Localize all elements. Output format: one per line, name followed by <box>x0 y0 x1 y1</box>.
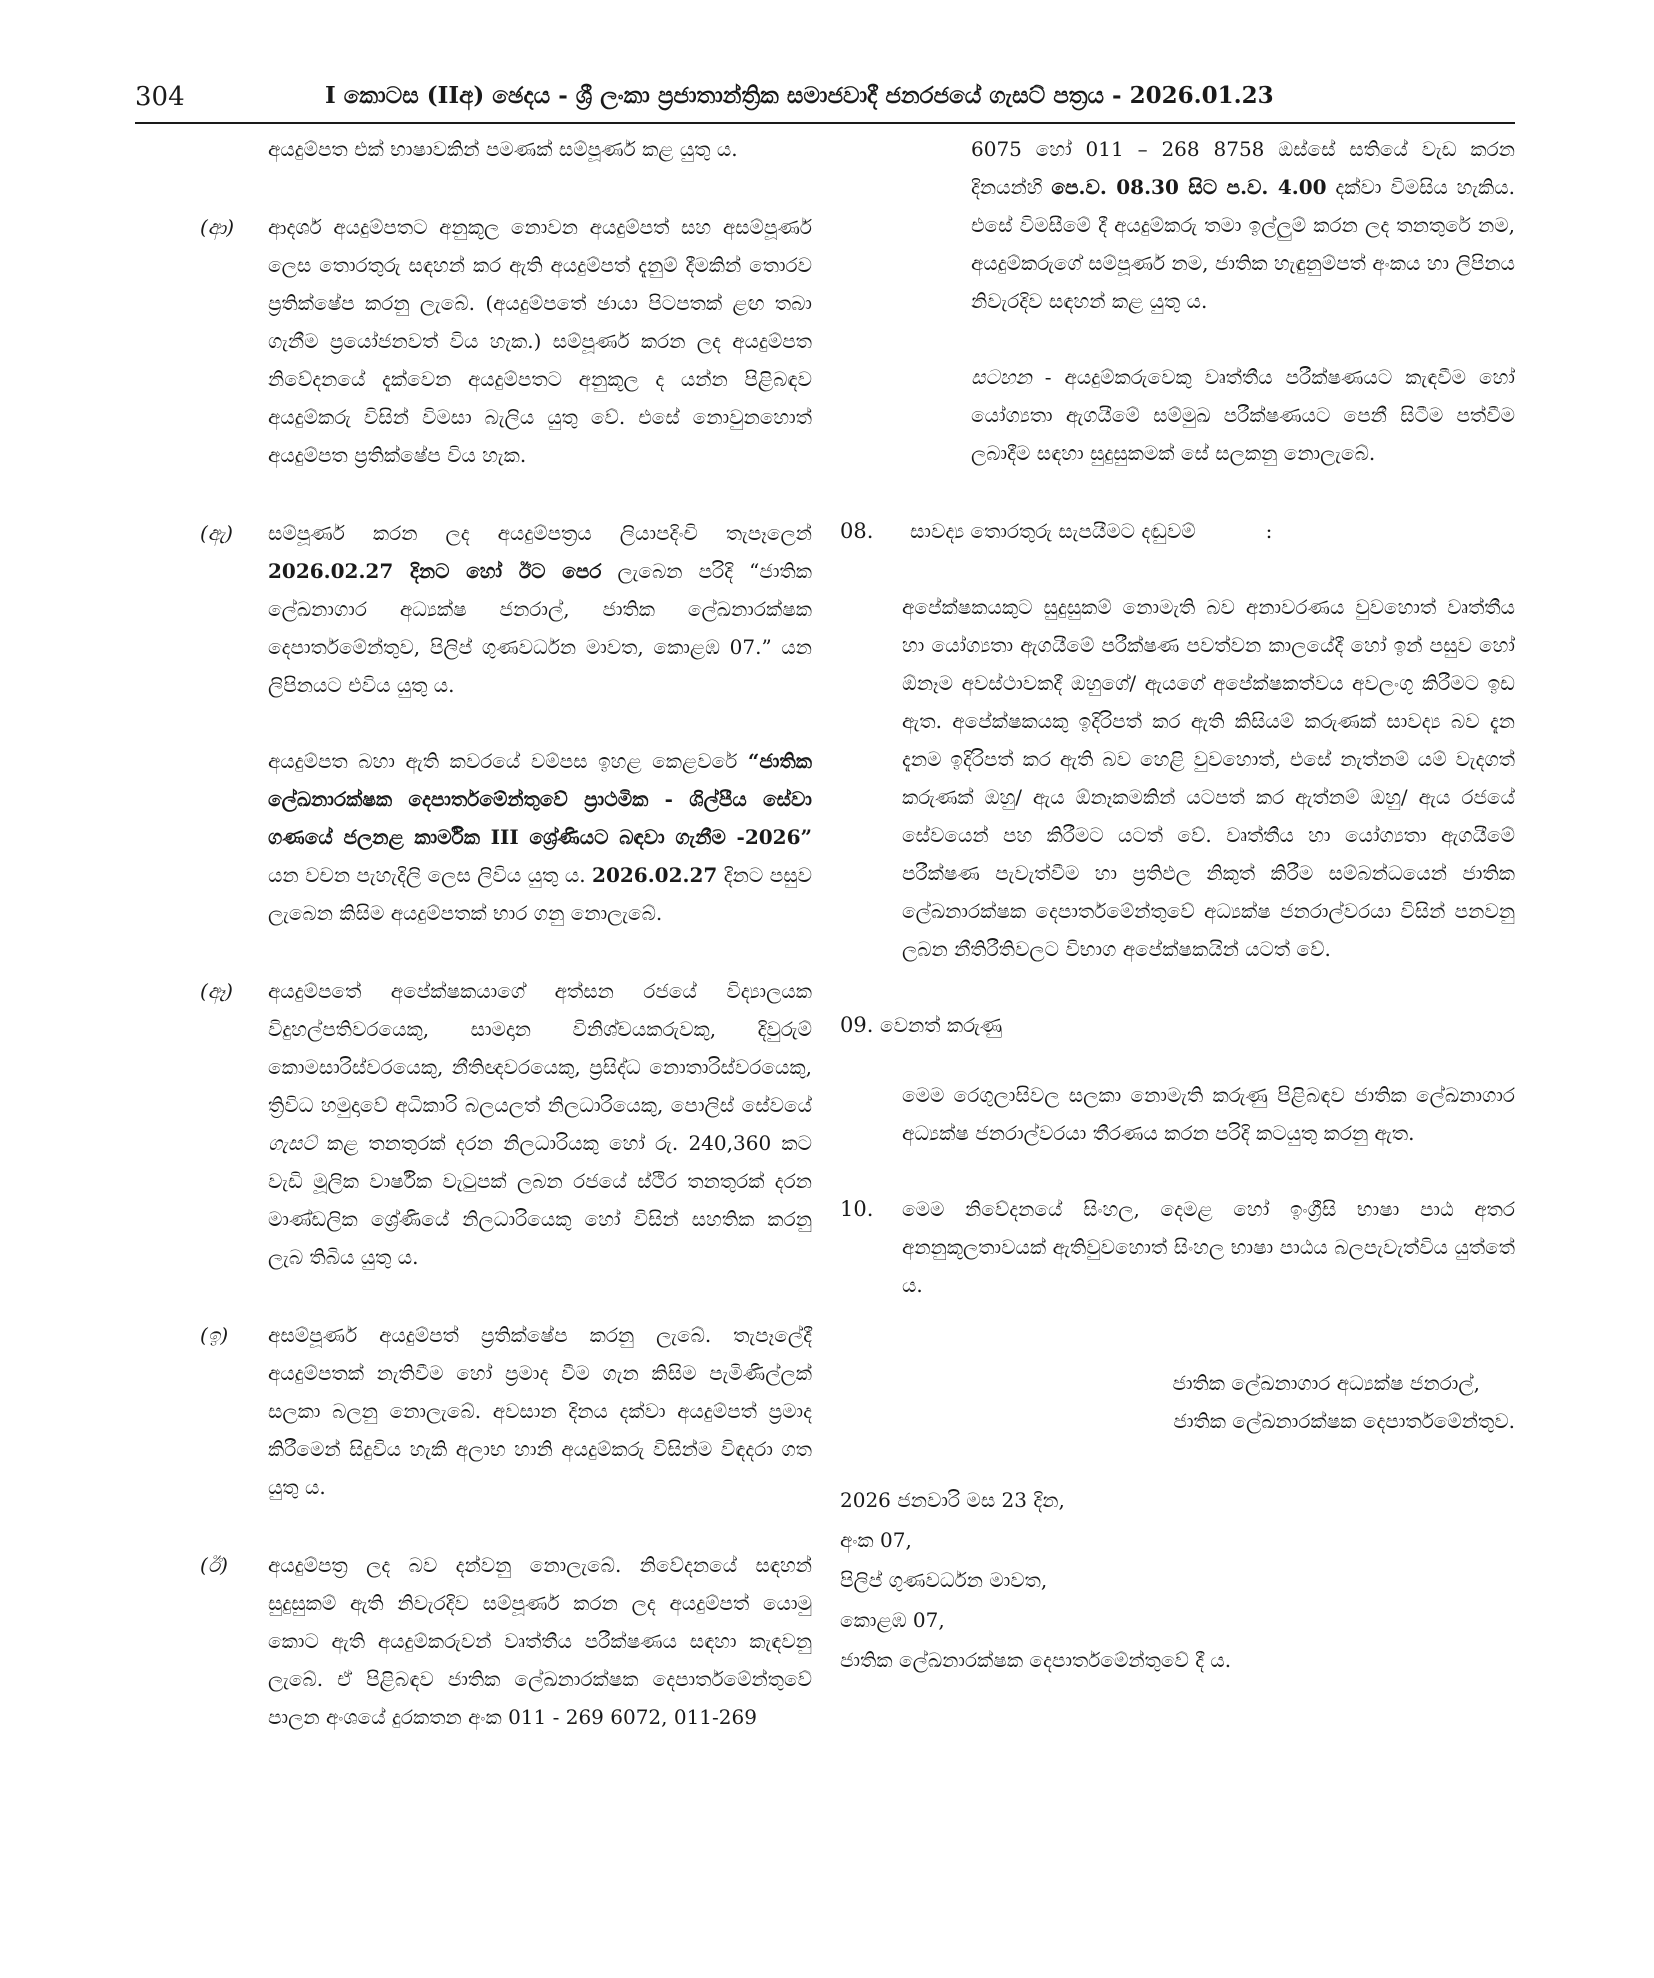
clause-ee-text: අයදුම්පත්‍ර ලද බව දන්වනු නොලැබේ. නිවේදනයේ සඳහන් සුදුසුකම් ඇති නිවැරදිව සම්පූර්ණ කරන ලද අයදුම්පත් යොමු කොට ඇති අයදුම්කරුවන් වෘත්තීය පරීක්ෂණය සඳහා කැඳවනු ලැබේ. ඒ පිළිබඳව ජාතික ලේඛනාරක්ෂක දෙපාර්තමේන්තුවේ පාලන අංශයේ දුරකතන අංක 011 - 269 6072, 011-269 <box>268 1553 812 1729</box>
envelope-text-b: යන වචන පැහැදිලි ලෙස ලිවිය යුතු ය. <box>268 863 593 887</box>
section-08-heading <box>840 512 1515 550</box>
intro-text: අයදුම්පත එක් භාෂාවකින් පමණක් සම්පූර්ණ කළ යුතු ය. <box>268 137 738 161</box>
section-10 <box>840 1190 1515 1304</box>
note-paragraph <box>971 358 1515 472</box>
section-08-colon: : <box>1265 519 1273 543</box>
section-10-text: මෙම නිවේදනයේ සිංහල, දෙමළ හෝ ඉංග්‍රීසි භාෂා පාඨ අතර අනනුකූලතාවයක් ඇතිවුවහොත් සිංහල භාෂා පාඨය බලපැවැත්විය යුත්තේ ය. <box>902 1197 1515 1297</box>
clause-e <box>200 1316 812 1506</box>
envelope-title: “ජාතික ලේඛනාරක්ෂක දෙපාර්තමේන්තුවේ ප්‍රාථමික - ශිල්පීය සේවා ගණයේ ජලනළ කාර්මික III ශ්‍රේණියට බඳවා ගැනීම -2026” <box>268 749 812 849</box>
clause-aa-label: (ආ) <box>200 215 235 239</box>
deadline-date: 2026.02.27 දිනට හෝ ඊට පෙර <box>268 559 602 583</box>
right-column <box>840 130 1515 1680</box>
signature-line-1: ජාතික ලේඛනාගාර අධ්‍යක්ෂ ජනරාල්, <box>1172 1371 1480 1395</box>
continued-text-a: 6075 හෝ 011 – 268 8758 ඔස්සේ සතියේ වැඩ කරන දිනයන්හි <box>971 137 1515 199</box>
office-hours: පෙ.ව. 08.30 සිට ප.ව. 4.00 <box>1051 175 1327 199</box>
page-number: 304 <box>135 82 185 112</box>
envelope-text-a: අයදුම්පත බහා ඇති කවරයේ වම්පස ඉහළ කෙළවරේ <box>268 749 748 773</box>
address-line-1: අංක 07, <box>840 1528 912 1552</box>
clause-ae-text-a: සම්පූර්ණ කරන ලද අයදුම්පත්‍රය ලියාපදිංචි තැපෑලෙන් <box>268 521 812 545</box>
clause-ae2 <box>200 972 812 1276</box>
gazette-title: I කොටස (IIඅ) ඡෙදය - ශ්‍රී ලංකා ප්‍රජාතාන්ත්‍රික සමාජවාදී ජනරජයේ ගැසට් පත්‍රය - 2026.01.23 <box>325 82 1274 109</box>
clause-aa-text: ආදර්ශ අයදුම්පතට අනුකූල නොවන අයදුම්පත් සහ අසම්පූර්ණ ලෙස තොරතුරු සඳහන් කර ඇති අයදුම්පත් දැනුම් දීමකින් තොරව ප්‍රතික්ෂේප කරනු ලැබේ. (අයදුම්පතේ ඡායා පිටපතක් ළඟ තබා ගැනීම ප්‍රයෝජනවත් විය හැක.) සම්පූර්ණ කරන ලද අයදුම්පත නිවේදනයේ දැක්වෙන අයදුම්පතට අනුකූල ද යන්න පිළිබඳව අයදුම්කරු විසින් විමසා බැලිය යුතු වේ. එසේ නොවුනහොත් අයදුම්පත ප්‍රතික්ෂේප විය හැක. <box>268 215 812 467</box>
note-body: - අයදුම්කරුවෙකු වෘත්තීය පරීක්ෂණයට කැඳවීම හෝ යෝග්‍යතා ඇගයීමේ සම්මුඛ පරීක්ෂණයට පෙනී සිටීම පත්වීම ලබාදීම සඳහා සුදුසුකමක් සේ සලකනු නොලැබේ. <box>971 365 1515 465</box>
clause-e-label: (ඉ) <box>200 1323 229 1347</box>
clause-ae2-text-b: කළ තනතුරක් දරන නිලධාරියකු හෝ රු. 240,360 කට වැඩි මූලික වාර්ෂික වැටුපක් ලබන රජයේ ස්ථිර තනතුරක් දරන මාණ්ඩලික ශ්‍රේණියේ නිලධාරියෙකු හෝ විසින් සහතික කරනු ලැබ තිබිය යුතු ය. <box>268 1131 812 1269</box>
gazette-word: ගැසට් <box>268 1131 317 1155</box>
clause-ee-label: (ඊ) <box>200 1553 228 1577</box>
page-header <box>135 80 1515 124</box>
envelope-text-c: දිනට පසුව ලැබෙන කිසිම අයදුම්පතක් භාර ගනු නොලැබේ. <box>268 863 813 925</box>
section-09-heading: වෙනත් කරුණු <box>880 1013 1003 1037</box>
clause-aa <box>200 208 812 474</box>
note-text <box>971 358 1515 472</box>
closing-date: 2026.02.27 <box>592 863 718 887</box>
signature-block <box>840 1364 1515 1440</box>
clause-ae2-text <box>200 972 812 1276</box>
clause-ae-text <box>200 514 812 704</box>
section-09 <box>840 1006 1515 1152</box>
intro-paragraph <box>268 130 812 168</box>
section-08-title: සාවද්‍ය තොරතුරු සැපයීමට දඬුවම් <box>910 519 1196 543</box>
clause-ae-label: (ඇ) <box>200 521 233 545</box>
continued-paragraph <box>971 130 1515 320</box>
section-08-text: අපේක්ෂකයකුට සුදුසුකම් නොමැති බව අනාවරණය වුවහොත් වෘත්තීය හා යෝග්‍යතා ඇගයීමේ පරීක්ෂණ පවත්වන කාලයේදී හෝ ඉන් පසුව හෝ ඕනෑම අවස්ථාවකදී ඔහුගේ/ ඇයගේ අපේක්ෂකත්වය අවලංගු කිරීමට ඉඩ ඇත. අපේක්ෂකයකු ඉදිරිපත් කර ඇති කිසියම් කරුණක් සාවද්‍ය බව දැන දැනම ඉදිරිපත් කර ඇති බව හෙළි වුවහොත්, එසේ නැත්නම් යම් වැදගත් කරුණක් ඔහු/ ඇය ඕනෑකමකින් යටපත් කර ඇත්නම් ඔහු/ ඇය රජයේ සේවයෙන් පහ කිරීමට යටත් වේ. වෘත්තීය හා යෝග්‍යතා ඇගයීමේ පරීක්ෂණ පැවැත්වීම හා ප්‍රතිඵල නිකුත් කිරීම සම්බන්ධයෙන් ජාතික ලේඛනාරක්ෂක දෙපාර්තමේන්තුවේ අධ්‍යක්ෂ ජනරාල්වරයා විසින් පනවනු ලබන නීතිරීතිවලට විභාග අපේක්ෂකයින් යටත් වේ. <box>902 595 1515 961</box>
address-line-2: පිලිප් ගුණවර්ධන මාවත, <box>840 1568 1048 1592</box>
section-08-number: 08. <box>840 519 874 543</box>
continued-text <box>971 130 1515 320</box>
clause-ae2-text-a: අයදුම්පතේ අපේක්ෂකයාගේ අත්සන රජයේ විද්‍යාලයක විදුහල්පතිවරයෙකු, සාමදාන විනිශ්චයකරුවකු, දිවුරුම් කොමසාරිස්වරයෙකු, නීතිඥවරයෙකු, ප්‍රසිද්ධ නොතාරිස්වරයෙකු, ත්‍රිවිධ හමුදාවේ අධිකාරි බලයලත් නිලධාරියෙකු, පොලිස් සේවයේ <box>268 979 812 1117</box>
note-label: සටහන <box>971 365 1032 389</box>
section-08 <box>840 512 1515 968</box>
address-line-4: ජාතික ලේඛනාරක්ෂක දෙපාර්තමේන්තුවේ දී ය. <box>840 1648 1232 1672</box>
clause-ee <box>200 1546 812 1736</box>
clause-e-text: අසම්පූර්ණ අයදුම්පත් ප්‍රතික්ෂේප කරනු ලැබේ. තැපෑලේදී අයදුම්පතක් නැතිවීම හෝ ප්‍රමාද වීම ගැන කිසිම පැමිණිල්ලක් සලකා බලනු නොලැබේ. අවසාන දිනය දක්වා අයදුම්පත් ප්‍රමාද කිරීමෙන් සිදුවිය හැකි අලාභ හානි අයදුම්කරු විසින්ම විඳදරා ගත යුතු ය. <box>268 1323 812 1499</box>
clause-ae <box>200 514 812 932</box>
address-block <box>840 1480 1515 1680</box>
signature-line-2: ජාතික ලේඛනාරක්ෂක දෙපාර්තමේන්තුව. <box>1173 1409 1515 1433</box>
envelope-instruction <box>200 742 812 932</box>
left-column <box>200 130 812 1736</box>
section-09-number: 09. <box>840 1013 874 1037</box>
continued-text-b: දක්වා විමසිය හැකිය. එසේ විමසීමේ දී අයදුම්කරු තමා ඉල්ලුම් කරන ලද තනතුරේ නම, අයදුම්කරුගේ සම්පූර්ණ නම, ජාතික හැඳුනුම්පත් අංකය හා ලිපිනය නිවැරදිව සඳහන් කළ යුතු ය. <box>971 175 1515 313</box>
section-09-text: මෙම රෙගුලාසිවල සලකා නොමැති කරුණු පිළිබඳව ජාතික ලේඛනාගාර අධ්‍යක්ෂ ජනරාල්වරයා තීරණය කරන පරිදි කටයුතු කරනු ඇත. <box>902 1083 1515 1145</box>
issue-date: 2026 ජනවාරි මස 23 දින, <box>840 1488 1065 1512</box>
address-line-3: කොළඹ 07, <box>840 1608 945 1632</box>
clause-ae2-label: (ඈ) <box>200 979 233 1003</box>
clause-ae-text-b: ලැබෙන පරිදි “ජාතික ලේඛනාගාර අධ්‍යක්ෂ ජනරාල්, ජාතික ලේඛනාරක්ෂක දෙපාර්තමේන්තුව, පිලිප් ගුණවර්ධන මාවත, කොළඹ 07.” යන ලිපිනයට එවිය යුතු ය. <box>268 559 812 697</box>
section-10-number: 10. <box>840 1197 874 1221</box>
